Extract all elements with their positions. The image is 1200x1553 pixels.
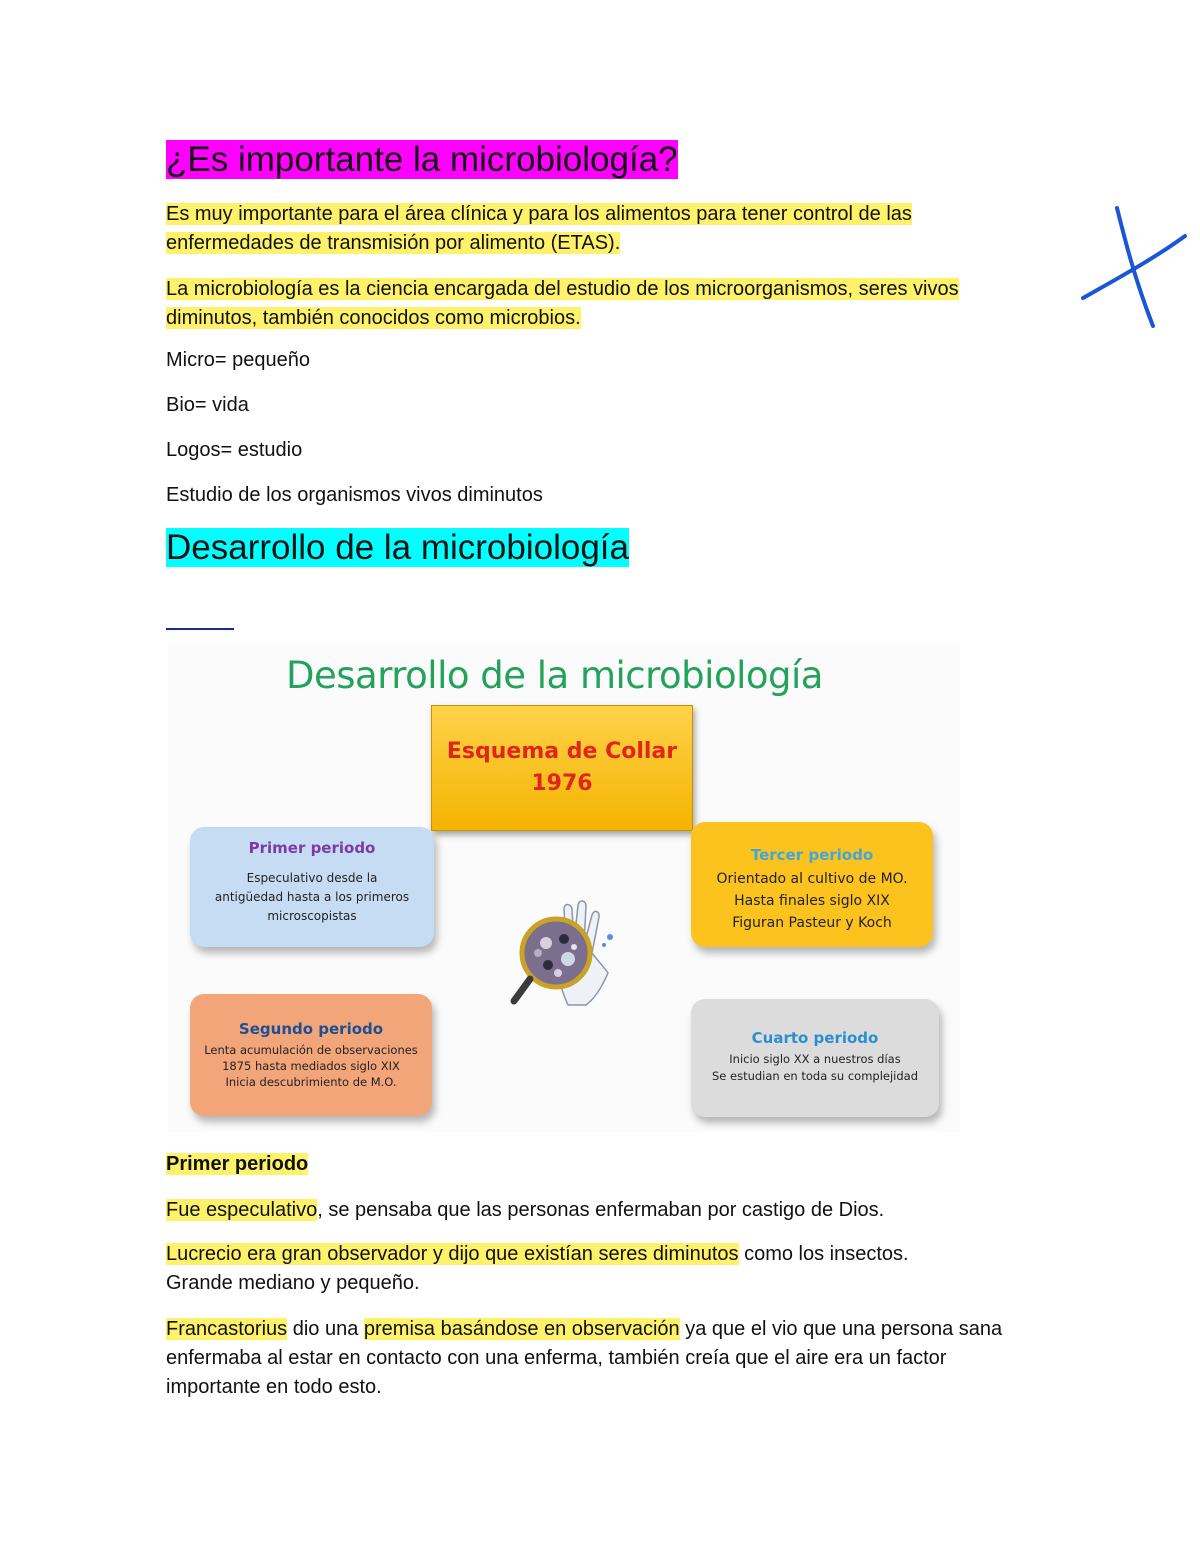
card-line: Hasta finales siglo XIX — [734, 893, 890, 909]
card-line: antigüedad hasta a los primeros — [214, 890, 410, 904]
card-line: Se estudian en toda su complejidad — [711, 1069, 919, 1083]
paragraph-definition: La microbiología es la ciencia encargada del estudio de los microorganismos, seres vivos diminutos, también conocidos como microbios. — [166, 278, 959, 329]
section-heading-development: Desarrollo de la microbiología — [166, 528, 629, 567]
development-diagram — [168, 642, 960, 1132]
card-line: Figuran Pasteur y Koch — [732, 915, 892, 931]
magnifier-hand-illustration — [508, 887, 628, 1012]
card-title: Tercer periodo — [750, 846, 874, 864]
card-line: Lenta acumulación de observaciones — [204, 1043, 418, 1057]
esquema-year: 1976 — [531, 771, 593, 796]
divider-line — [166, 628, 234, 630]
card-line: 1875 hasta mediados siglo XIX — [222, 1059, 400, 1073]
etymology-logos: Logos= estudio — [166, 439, 303, 461]
card-line: Orientado al cultivo de MO. — [716, 871, 908, 887]
card-line: Inicio siglo XX a nuestros días — [729, 1052, 901, 1066]
paragraph-importance: Es muy importante para el área clínica y para los alimentos para tener control de las enfermedades de transmisión por alimento (ETAS). — [166, 203, 912, 254]
card-desc — [190, 869, 434, 926]
etymology-micro: Micro= pequeño — [166, 349, 310, 371]
card-title: Segundo periodo — [238, 1020, 384, 1038]
card-primer-periodo — [190, 827, 434, 947]
card-desc — [691, 868, 933, 934]
esquema-box — [431, 705, 693, 831]
card-desc — [691, 1051, 939, 1085]
paragraph-lucrecio: Lucrecio era gran observador y dijo que existían seres diminutos como los insectos. Grande mediano y pequeño. — [166, 1243, 909, 1294]
paragraph-especulativo: Fue especulativo, se pensaba que las personas enfermaban por castigo de Dios. — [166, 1199, 885, 1221]
esquema-title: Esquema de Collar — [446, 739, 678, 764]
card-desc — [190, 1042, 432, 1090]
primer-periodo-heading: Primer periodo — [166, 1153, 309, 1175]
card-segundo-periodo — [190, 994, 432, 1116]
etymology-summary: Estudio de los organismos vivos diminutos — [166, 484, 543, 506]
card-cuarto-periodo — [691, 999, 939, 1117]
card-title: Cuarto periodo — [751, 1029, 879, 1047]
etymology-bio: Bio= vida — [166, 394, 249, 416]
card-line: Especulativo desde la — [246, 871, 378, 885]
card-title: Primer periodo — [248, 839, 376, 857]
diagram-title: Desarrollo de la microbiología — [286, 654, 823, 697]
card-line: microscopistas — [267, 909, 357, 923]
card-line: Inicia descubrimiento de M.O. — [225, 1075, 397, 1089]
section-heading-importance: ¿Es importante la microbiología? — [166, 140, 678, 179]
paragraph-francastorius: Francastorius dio una premisa basándose en observación ya que el vio que una persona sana enfermaba al estar en contacto con una enferma, también creía que el aire era un factor importante en todo esto. — [166, 1318, 1003, 1398]
card-tercer-periodo — [691, 822, 933, 947]
handwritten-x-mark — [1075, 200, 1190, 330]
